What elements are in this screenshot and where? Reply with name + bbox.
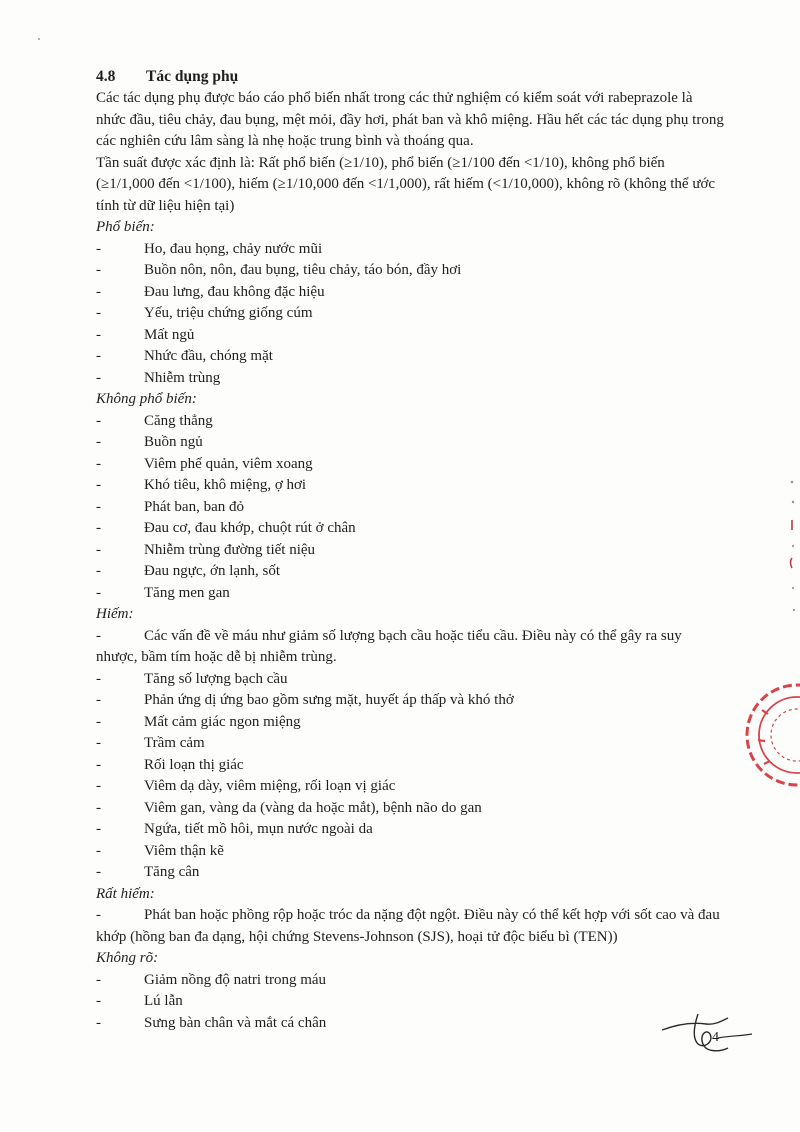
list-item	[96, 497, 726, 519]
list-item-text: Tăng số lượng bạch cầu	[144, 670, 288, 687]
list-item	[96, 1013, 726, 1035]
list-item	[96, 432, 726, 454]
list-item-text: Đau ngực, ớn lạnh, sốt	[144, 563, 281, 579]
list-item-text: Buồn nôn, nôn, đau bụng, tiêu chảy, táo bón, đầy hơi	[144, 262, 462, 278]
list-item	[96, 368, 726, 390]
list-dash: -	[96, 907, 101, 923]
list-dash: -	[96, 799, 101, 816]
uncommon-label: Không phổ biến:	[96, 391, 197, 407]
list-item	[96, 712, 726, 734]
section-title: Tác dụng phụ	[146, 68, 239, 85]
list-dash: -	[96, 520, 101, 536]
list-dash: -	[96, 240, 101, 257]
list-dash: -	[96, 563, 101, 579]
rare-label: Hiếm:	[96, 606, 134, 622]
list-item	[96, 862, 726, 884]
list-item	[96, 282, 726, 304]
list-item	[96, 841, 726, 863]
list-dash: -	[96, 262, 101, 278]
margin-marks	[780, 478, 800, 638]
list-item	[96, 970, 726, 992]
list-item-text: Lú lẫn	[144, 993, 183, 1009]
list-dash: -	[96, 778, 101, 794]
list-dash: -	[96, 627, 101, 644]
list-item	[96, 626, 726, 669]
list-dash: -	[96, 821, 101, 837]
unknown-list	[96, 970, 726, 1035]
common-list	[96, 239, 726, 390]
list-item-text: Phát ban, ban đỏ	[144, 498, 244, 515]
list-dash: -	[96, 713, 101, 730]
list-item	[96, 561, 726, 583]
list-item-text: Giảm nồng độ natri trong máu	[144, 971, 327, 988]
very-rare-list	[96, 905, 726, 948]
list-item	[96, 755, 726, 777]
list-item-text: Rối loạn thị giác	[144, 756, 244, 773]
list-item-text: Phát ban hoặc phồng rộp hoặc tróc da nặng đột ngột. Điều này có thể kết hợp với sốt cao và đau khớp (hồng ban đa dạng, hội chứng Stevens-Johnson (SJS), hoại tử độc biểu bì (TEN))	[96, 907, 720, 945]
list-item-text: Mất ngủ	[144, 326, 195, 343]
list-item	[96, 411, 726, 433]
list-dash: -	[96, 348, 101, 364]
list-item	[96, 346, 726, 368]
list-dash: -	[96, 455, 101, 472]
list-item	[96, 733, 726, 755]
list-dash: -	[96, 541, 101, 558]
list-item	[96, 690, 726, 712]
list-dash: -	[96, 412, 101, 429]
list-item-text: Đau cơ, đau khớp, chuột rút ở chân	[144, 520, 356, 536]
list-item-text: Viêm phế quản, viêm xoang	[144, 455, 313, 472]
list-item	[96, 583, 726, 605]
list-dash: -	[96, 305, 101, 321]
list-item-text: Ngứa, tiết mồ hôi, mụn nước ngoài da	[144, 821, 373, 837]
list-item	[96, 798, 726, 820]
list-dash: -	[96, 692, 101, 708]
list-item-text: Viêm thận kẽ	[144, 842, 224, 859]
list-item-text: Khó tiêu, khô miệng, ợ hơi	[144, 477, 307, 493]
intro-paragraph: Các tác dụng phụ được báo cáo phổ biến nhất trong các thử nghiệm có kiểm soát với rabeprazole là nhức đầu, tiêu chảy, đau bụng, mệt mỏi, đầy hơi, phát ban và khô miệng. Hầu hết các tác dụng phụ trong các nghiên cứu lâm sàng là nhẹ hoặc trung bình và thoáng qua.	[96, 90, 724, 149]
list-item-text: Ho, đau họng, chảy nước mũi	[144, 240, 323, 257]
list-dash: -	[96, 1014, 101, 1031]
list-dash: -	[96, 670, 101, 687]
list-item	[96, 518, 726, 540]
list-item-text: Mất cảm giác ngon miệng	[144, 713, 301, 730]
signature-icon	[658, 1008, 754, 1060]
list-item	[96, 475, 726, 497]
list-dash: -	[96, 369, 101, 386]
list-item-text: Đau lưng, đau không đặc hiệu	[144, 283, 325, 300]
list-item-text: Yếu, triệu chứng giống cúm	[144, 305, 313, 321]
list-dash: -	[96, 735, 101, 751]
section-heading	[96, 66, 726, 88]
very-rare-label: Rất hiếm:	[96, 885, 155, 902]
list-item-text: Trầm cảm	[144, 735, 205, 751]
list-item-text: Viêm dạ dày, viêm miệng, rối loạn vị giác	[144, 778, 396, 794]
list-item	[96, 303, 726, 325]
rare-list	[96, 626, 726, 884]
list-item-text: Nhức đầu, chóng mặt	[144, 348, 273, 364]
list-item-text: Tăng men gan	[144, 584, 230, 601]
list-dash: -	[96, 498, 101, 515]
list-item	[96, 260, 726, 282]
list-dash: -	[96, 477, 101, 493]
scan-speck	[38, 38, 40, 40]
list-item	[96, 454, 726, 476]
section-number: 4.8	[96, 68, 116, 85]
list-dash: -	[96, 864, 101, 880]
frequency-paragraph: Tần suất được xác định là: Rất phổ biến (≥1/10), phổ biến (≥1/100 đến <1/10), không phổ biến (≥1/1,000 đến <1/100), hiếm (≥1/10,000 đến <1/1,000), rất hiếm (<1/10,000), không rõ (không thể ước tính từ dữ liệu hiện tại)	[96, 154, 716, 214]
list-item	[96, 669, 726, 691]
list-item-text: Viêm gan, vàng da (vàng da hoặc mắt), bệnh não do gan	[144, 799, 482, 816]
list-dash: -	[96, 842, 101, 859]
official-stamp-icon	[742, 680, 800, 790]
common-label: Phổ biến:	[96, 219, 155, 235]
list-item	[96, 819, 726, 841]
list-dash: -	[96, 326, 101, 343]
list-item-text: Nhiễm trùng	[144, 369, 221, 386]
page-number: 4	[712, 1030, 719, 1045]
document-body	[96, 66, 726, 1034]
list-dash: -	[96, 283, 101, 300]
list-item	[96, 905, 726, 948]
list-dash: -	[96, 584, 101, 601]
list-dash: -	[96, 434, 101, 450]
list-item-text: Các vấn đề về máu như giảm số lượng bạch cầu hoặc tiểu cầu. Điều này có thể gây ra suy nhược, bầm tím hoặc dễ bị nhiễm trùng.	[96, 627, 682, 665]
list-item-text: Tăng cân	[144, 864, 200, 880]
list-item	[96, 991, 726, 1013]
list-item-text: Nhiễm trùng đường tiết niệu	[144, 541, 316, 558]
list-dash: -	[96, 971, 101, 988]
list-item	[96, 540, 726, 562]
uncommon-list	[96, 411, 726, 605]
unknown-label: Không rõ:	[96, 950, 159, 966]
list-item	[96, 776, 726, 798]
list-item	[96, 325, 726, 347]
list-item-text: Căng thẳng	[144, 412, 213, 429]
list-item	[96, 239, 726, 261]
list-item-text: Phản ứng dị ứng bao gồm sưng mặt, huyết áp thấp và khó thở	[144, 692, 514, 708]
list-item-text: Buồn ngủ	[144, 434, 203, 450]
list-dash: -	[96, 756, 101, 773]
list-item-text: Sưng bàn chân và mắt cá chân	[144, 1014, 327, 1031]
list-dash: -	[96, 993, 101, 1009]
